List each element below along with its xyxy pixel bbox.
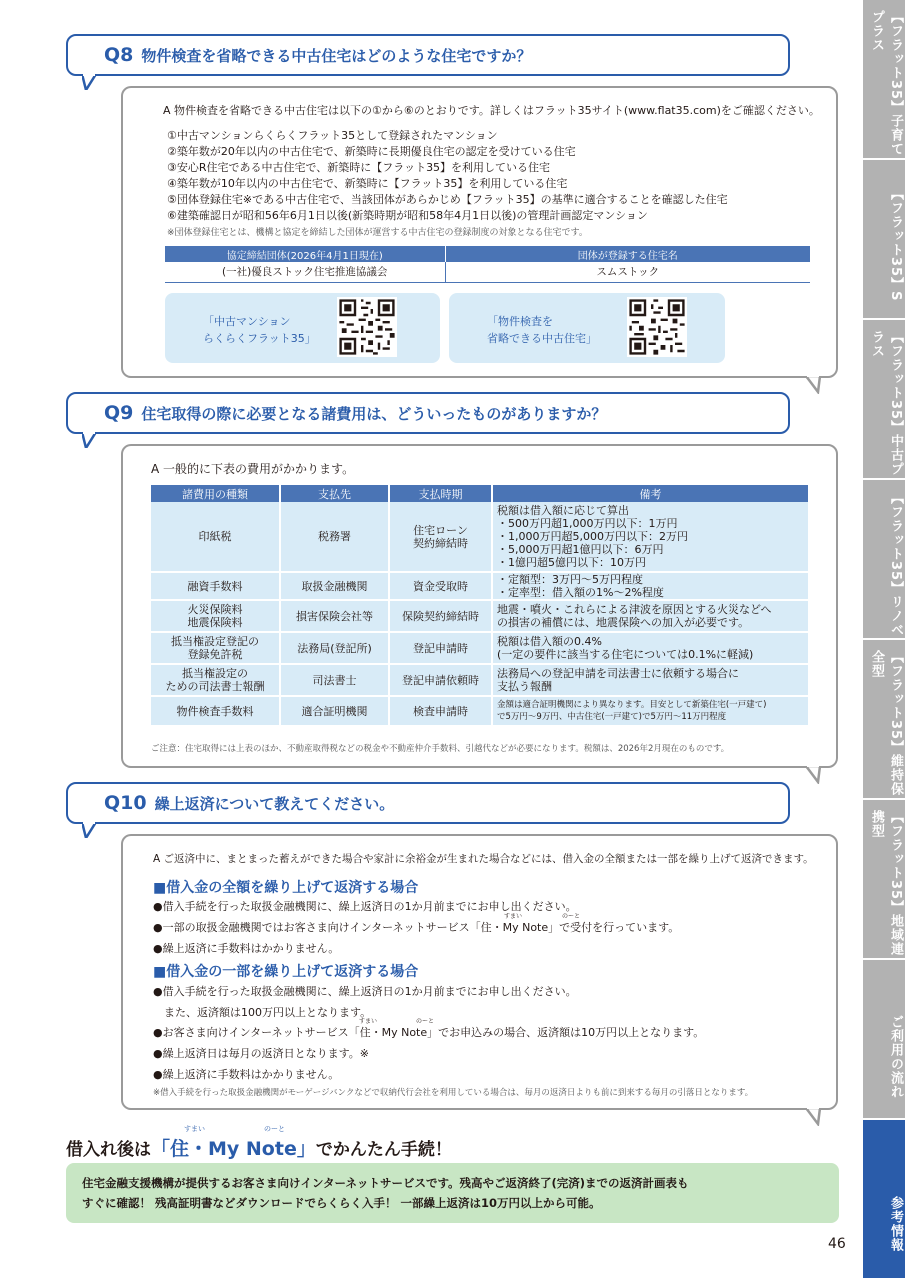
tab-flat35-kosodate[interactable]: 【フラット35】子育てプラス	[863, 0, 905, 160]
cost-payee: 取扱金融機関	[280, 572, 389, 600]
q8-answer-intro: A 物件検査を省略できる中古住宅は以下の①から⑥のとおりです。詳しくはフラット35サイト(www.flat35.com)をご確認ください。	[163, 104, 820, 117]
q9-cost-table	[151, 485, 808, 727]
q10-part-item-5: ●繰上返済に手数料はかかりません。	[153, 1068, 340, 1081]
q10-part-item-4: ●繰上返済日は毎月の返済日となります。※	[153, 1047, 369, 1060]
q9-header-remarks: 備考	[492, 485, 808, 502]
cost-timing: 保険契約締結時	[389, 600, 492, 632]
cost-remarks: ・定額型：3万円～5万円程度 ・定率型：借入額の1%～2%程度	[492, 572, 808, 600]
q8-item-4: ④築年数が10年以内の中古住宅で、新築時に【フラット35】を利用している住宅	[167, 177, 568, 190]
qr-card-label: 「物件検査を 省略できる中古住宅」	[487, 315, 597, 345]
q8-number: Q8	[104, 44, 134, 66]
q10-full-item-1: ●借入手続を行った取扱金融機関に、繰上返済日の1か月前までにお申し出ください。	[153, 900, 577, 913]
promo-ruby-note: のーと	[264, 1125, 285, 1133]
bubble-tail-icon	[804, 1108, 824, 1126]
cost-type: 抵当権設定登記の 登録免許税	[151, 632, 280, 664]
q10-note: ※借入手続を行った取扱金融機関がモーゲージバンクなどで収納代行会社を利用している場合は、毎月の返済日よりも前に到来する毎月の引落日となります。	[153, 1088, 754, 1098]
cost-remarks: 法務局への登記申請を司法書士に依頼する場合に 支払う報酬	[492, 664, 808, 696]
q10-part-item-2: また、返済額は100万円以上となります。	[153, 1006, 372, 1019]
q8-item-6: ⑥建築確認日が昭和56年6月1日以後(新築時期が昭和58年4月1日以後)の管理計画認定マンション	[167, 209, 648, 222]
table-row	[151, 664, 808, 696]
table-row	[151, 502, 808, 572]
tab-flat35-chiiki[interactable]: 【フラット35】地域連携型	[863, 800, 905, 960]
q9-title: 住宅取得の際に必要となる諸費用は、どういったものがありますか？	[141, 404, 607, 423]
cost-type: 融資手数料	[151, 572, 280, 600]
q8-table-header-2: 団体が登録する住宅名	[445, 246, 810, 262]
q10-question-bubble	[66, 782, 790, 824]
q8-note: ※団体登録住宅とは、機構と協定を締結した団体が運営する中古住宅の登録制度の対象となる住宅です。	[167, 228, 588, 238]
cost-timing: 登記申請時	[389, 632, 492, 664]
tab-flat35-chuko[interactable]: 【フラット35】中古プラス	[863, 320, 905, 480]
bubble-tail-icon	[82, 432, 98, 448]
q9-note: ご注意：住宅取得には上表のほか、不動産取得税などの税金や不動産仲介手数料、引越代などが必要になります。税額は、2026年2月現在のものです。	[151, 744, 730, 754]
cost-type: 抵当権設定の ための司法書士報酬	[151, 664, 280, 696]
q8-question-bubble	[66, 34, 790, 76]
promo-body-2: すぐに確認！ 残高証明書などダウンロードでらくらく入手！ 一部繰上返済は10万円以上から可能。	[82, 1196, 601, 1210]
ruby-sumai: すまい	[504, 913, 523, 920]
ruby-note: のーと	[416, 1018, 435, 1025]
cost-payee: 損害保険会社等	[280, 600, 389, 632]
q8-title: 物件検査を省略できる中古住宅はどのような住宅ですか？	[141, 46, 532, 65]
promo-body-1: 住宅金融支援機構が提供するお客さま向けインターネットサービスです。残高やご返済終了(完済)までの返済計画表も	[82, 1176, 689, 1190]
q9-header-timing: 支払時期	[389, 485, 492, 502]
qr-card-chuko-mansion[interactable]	[165, 293, 440, 363]
q10-part-item-3: ●お客さま向けインターネットサービス「住・My Note」でお申込みの場合、返済額は10万円以上となります。	[153, 1026, 705, 1039]
cost-remarks: 税額は借入額の0.4% (一定の要件に該当する住宅については0.1%に軽減)	[492, 632, 808, 664]
bubble-tail-icon	[804, 766, 824, 784]
q9-question-bubble	[66, 392, 790, 434]
q8-answer-box	[121, 86, 838, 378]
tab-goriyou[interactable]: ご利用の流れ	[863, 960, 905, 1120]
table-row	[151, 632, 808, 664]
q9-answer-box	[121, 444, 838, 768]
q10-full-item-3: ●繰上返済に手数料はかかりません。	[153, 942, 340, 955]
q8-table	[165, 246, 810, 283]
ruby-sumai: すまい	[359, 1018, 378, 1025]
table-row	[151, 696, 808, 726]
ruby-note: のーと	[562, 913, 581, 920]
promo-heading	[66, 1134, 452, 1161]
cost-remarks: 税額は借入額に応じて算出 ・500万円超1,000万円以下：1万円 ・1,000万円超5,000万円以下：2万円 ・5,000万円超1億円以下：6万円 ・1億円超5億円以下：10万円	[492, 502, 808, 572]
qr-card-kensa-shoryaku[interactable]	[449, 293, 725, 363]
tab-sanko[interactable]: 参考情報	[863, 1120, 905, 1280]
cost-remarks: 金額は適合証明機関により異なります。目安として新築住宅(一戸建て) で5万円～9万円、中古住宅(一戸建て)で5万円～11万円程度	[492, 696, 808, 726]
q9-number: Q9	[104, 402, 134, 424]
cost-type: 火災保険料 地震保険料	[151, 600, 280, 632]
q10-full-item-2: ●一部の取扱金融機関ではお客さま向けインターネットサービス「住・My Note」で受付を行っています。	[153, 921, 680, 934]
cost-timing: 登記申請依頼時	[389, 664, 492, 696]
cost-payee: 司法書士	[280, 664, 389, 696]
cost-payee: 税務署	[280, 502, 389, 572]
q8-table-cell-name: スムストック	[445, 262, 810, 282]
cost-type: 物件検査手数料	[151, 696, 280, 726]
q10-answer-box	[121, 834, 838, 1110]
tab-flat35-iji[interactable]: 【フラット35】維持保全型	[863, 640, 905, 800]
bubble-tail-icon	[82, 822, 98, 838]
q8-item-2: ②築年数が20年以内の中古住宅で、新築時に長期優良住宅の認定を受けている住宅	[167, 145, 576, 158]
promo-ruby-sumai: すまい	[184, 1125, 205, 1133]
tab-flat35-renove[interactable]: 【フラット35】リノベ	[863, 480, 905, 640]
cost-timing: 住宅ローン 契約締結時	[389, 502, 492, 572]
bubble-tail-icon	[82, 74, 98, 90]
q10-part-item-1: ●借入手続を行った取扱金融機関に、繰上返済日の1か月前までにお申し出ください。	[153, 985, 577, 998]
qr-card-label: 「中古マンション らくらくフラット35」	[203, 315, 316, 345]
cost-timing: 資金受取時	[389, 572, 492, 600]
cost-remarks: 地震・噴火・これらによる津波を原因とする火災などへ の損害の補償には、地震保険への加入が必要です。	[492, 600, 808, 632]
cost-type: 印紙税	[151, 502, 280, 572]
qr-code-icon	[627, 297, 687, 357]
q8-item-5: ⑤団体登録住宅※である中古住宅で、当該団体があらかじめ【フラット35】の基準に適合することを確認した住宅	[167, 193, 728, 206]
promo-box	[66, 1163, 839, 1223]
q8-table-cell-org: (一社)優良ストック住宅推進協議会	[165, 262, 445, 282]
q10-part-heading: ■借入金の一部を繰り上げて返済する場合	[153, 964, 419, 980]
promo-heading-pre: 借入れ後は	[66, 1140, 151, 1160]
q10-number: Q10	[104, 792, 147, 814]
tab-flat35-s[interactable]: 【フラット35】S	[863, 160, 905, 320]
promo-heading-post: でかんたん手続！	[315, 1140, 452, 1160]
q9-header-type: 諸費用の種類	[151, 485, 280, 502]
cost-timing: 検査申請時	[389, 696, 492, 726]
q8-table-header-1: 協定締結団体(2026年4月1日現在)	[165, 246, 445, 262]
q10-answer-intro: A ご返済中に、まとまった蓄えができた場合や家計に余裕金が生まれた場合などには、借入金の全額または一部を繰り上げて返済できます。	[153, 853, 814, 865]
q9-answer-intro: A 一般的に下表の費用がかかります。	[151, 462, 355, 476]
q9-header-payee: 支払先	[280, 485, 389, 502]
q8-item-1: ①中古マンションらくらくフラット35として登録されたマンション	[167, 129, 498, 142]
qr-code-icon	[337, 297, 397, 357]
table-row	[151, 600, 808, 632]
cost-payee: 適合証明機関	[280, 696, 389, 726]
q8-item-3: ③安心R住宅である中古住宅で、新築時に【フラット35】を利用している住宅	[167, 161, 551, 174]
cost-payee: 法務局(登記所)	[280, 632, 389, 664]
table-row	[151, 572, 808, 600]
bubble-tail-icon	[804, 376, 824, 394]
q10-full-heading: ■借入金の全額を繰り上げて返済する場合	[153, 880, 419, 896]
q10-title: 繰上返済について教えてください。	[154, 794, 395, 813]
promo-brand[interactable]: 「住・My Note」	[151, 1138, 316, 1160]
page-number: 46	[828, 1236, 846, 1252]
